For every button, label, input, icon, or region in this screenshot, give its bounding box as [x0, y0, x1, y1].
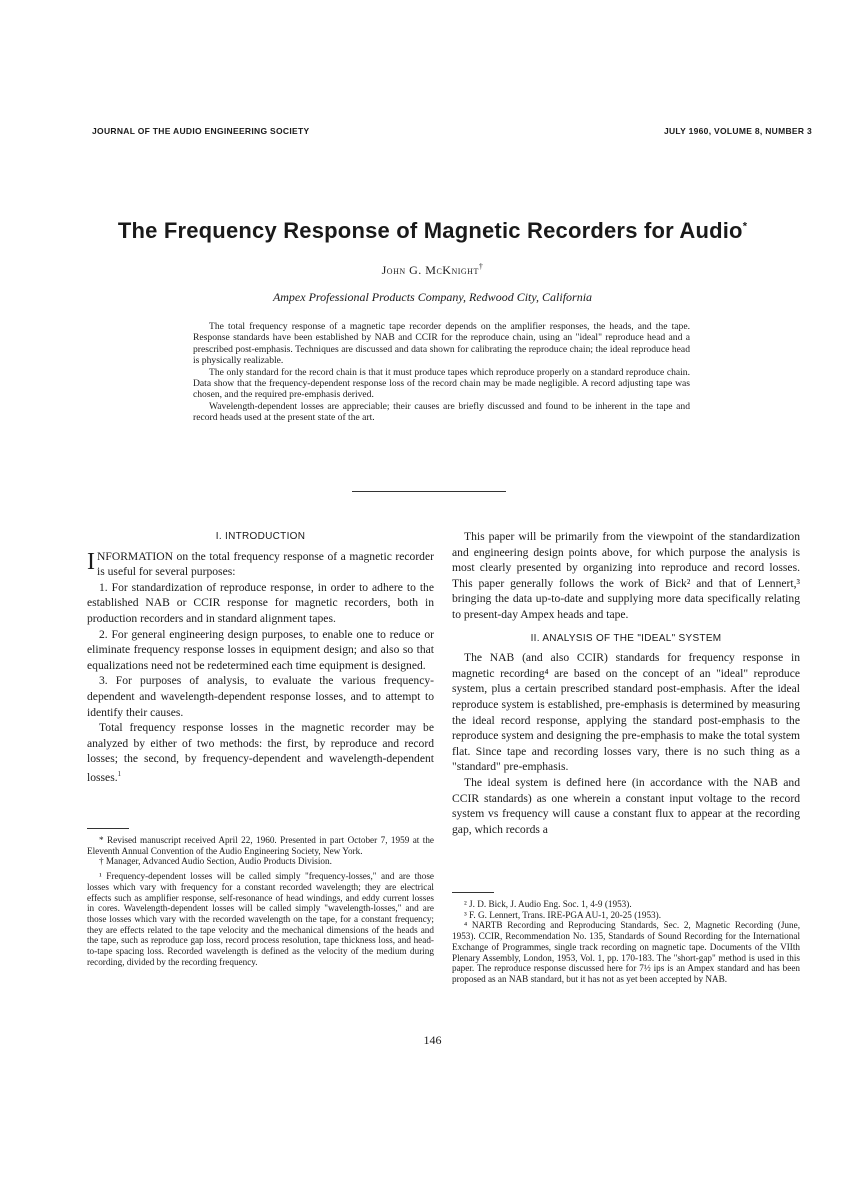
left-footnotes [87, 822, 434, 967]
right-column [452, 529, 800, 837]
journal-name: JOURNAL OF THE AUDIO ENGINEERING SOCIETY [92, 126, 310, 136]
footnote-rule [87, 828, 129, 829]
right-intro-paragraph: This paper will be primarily from the viewpoint of the standardization and engineering design points above, for which purpose the analysis is most clearly presented by organizing into reproduce and record losses. This paper generally follows the work of Bick² and that of Lennert,³ bringing the data up-to-date and supplying more data specifically relating to present-day Ampex heads and tape. [452, 530, 800, 621]
right-footnotes [452, 886, 800, 985]
page-number: 146 [423, 1033, 442, 1047]
section-heading-analysis: II. ANALYSIS OF THE "IDEAL" SYSTEM [530, 632, 722, 644]
abstract-paragraph: Wavelength-dependent losses are appreciable; their causes are briefly discussed and found to be inherent in the tape and record heads used at the present state of the art. [193, 400, 690, 424]
analysis-paragraph: The ideal system is defined here (in accordance with the NAB and CCIR standards) as one wherein a constant input voltage to the record system vs frequency will cause a constant flux to appear at the recording gap, which records a [452, 775, 800, 836]
purpose-item: 3. For purposes of analysis, to evaluate the various frequency-dependent and wavelength-dependent response losses, and to attempt to identify their causes. [87, 674, 434, 719]
section-heading-introduction: I. INTRODUCTION [215, 531, 306, 542]
paper-title: The Frequency Response of Magnetic Recorders for Audio* [117, 218, 748, 243]
footnote-rule [452, 892, 494, 893]
analysis-paragraph: The NAB (and also CCIR) standards for frequency response in magnetic recording⁴ are based on the concept of an "ideal" reproduce system, plus a certain prescribed standard post-emphasis. After the ideal reproduce system is established, pre-emphasis is determined by measuring the ideal record response, applying the standard post-emphasis to the reproduce system and designing the pre-emphasis to make the total system flat. Since tape and recording losses vary, there is no such thing as a "standard" pre-emphasis. [452, 651, 800, 774]
footnote: ¹ Frequency-dependent losses will be called simply "frequency-losses," and are those losses which vary with frequency for a constant recorded wavelength; they are electrical effects such as amplifier response, self-resonance of head windings, and eddy current losses in cores. Wavelength-dependent losses will be called simply "wavelength-losses," and are those losses which vary with the recorded wavelength on the tape, for a constant frequency; they are effects related to the tape velocity and the mechanical dimensions of the heads and the tape, such as reproduce gap loss, record process resolution, tape thickness loss, and head-to-tape spacing loss. Recorded wavelength is defined as the velocity of the medium during recording, divided by the recording frequency. [87, 871, 434, 967]
abstract [193, 321, 690, 424]
footnote: ² J. D. Bick, J. Audio Eng. Soc. 1, 4-9 (1953). [464, 899, 632, 909]
left-column [87, 529, 434, 785]
issue-info: JULY 1960, VOLUME 8, NUMBER 3 [663, 126, 812, 136]
section-divider [352, 491, 506, 492]
footnote: * Revised manuscript received April 22, 1960. Presented in part October 7, 1959 at the Eleventh Annual Convention of the Audio Engineering Society, New York. [87, 835, 434, 856]
intro-last-paragraph: Total frequency response losses in the magnetic recorder may be analyzed by either of two methods: the first, by reproduce and record losses; the second, by frequency-dependent and wavelength-dependent losses.$^1$ [87, 721, 434, 784]
purpose-item: 1. For standardization of reproduce response, in order to adhere to the established NAB or CCIR response for magnetic recorders, both in production recorders and in standard alignment tapes. [87, 580, 434, 625]
purpose-item: 2. For general engineering design purposes, to enable one to reduce or eliminate frequency response losses in equipment design; and also so that equalizations need not be redetermined each time equipment is designed. [87, 627, 434, 672]
footnote: ³ F. G. Lennert, Trans. IRE-PGA AU-1, 20-25 (1953). [464, 909, 661, 920]
abstract-paragraph: The only standard for the record chain is that it must produce tapes which reproduce properly on a standard reproduce chain. Data show that the frequency-dependent response loss of the record chain may be made negligible. A record adjusting tape was chosen, and the required pre-emphasis derived. [193, 366, 690, 401]
affiliation: Ampex Professional Products Company, Redwood City, California [272, 290, 593, 304]
footnote: † Manager, Advanced Audio Section, Audio Products Division. [99, 856, 332, 867]
abstract-paragraph: The total frequency response of a magnetic tape recorder depends on the amplifier responses, the heads, and the tape. Response standards have been established by NAB and CCIR for the reproduce chain, using an "ideal" reproduce head and a prescribed post-emphasis. Techniques are discussed and data shown for calibrating the reproduce chain; the ideal reproduce head is physically realizable. [193, 321, 690, 367]
intro-first-paragraph: INFORMATION on the total frequency response of a magnetic recorder is useful for several purposes: [87, 548, 434, 579]
author: John G. McKnight† [381, 262, 484, 277]
footnote: ⁴ NARTB Recording and Reproducing Standards, Sec. 2, Magnetic Recording (June, 1953). CCIR, Recommendation No. 135, Standards of Sound Recording for the International Exchange of Programmes, single track recording on magnetic tape. Documents of the VIIth Plenary Assembly, London, 1953, Vol. 1, pp. 170-183. The "short-gap" method is used in this paper. The reproduce response discussed here for 7½ ips is an Ampex standard and has been proposed as an NAB standard, but it has not as yet been accepted by NAB. [452, 920, 800, 984]
drop-cap: I [87, 548, 95, 575]
